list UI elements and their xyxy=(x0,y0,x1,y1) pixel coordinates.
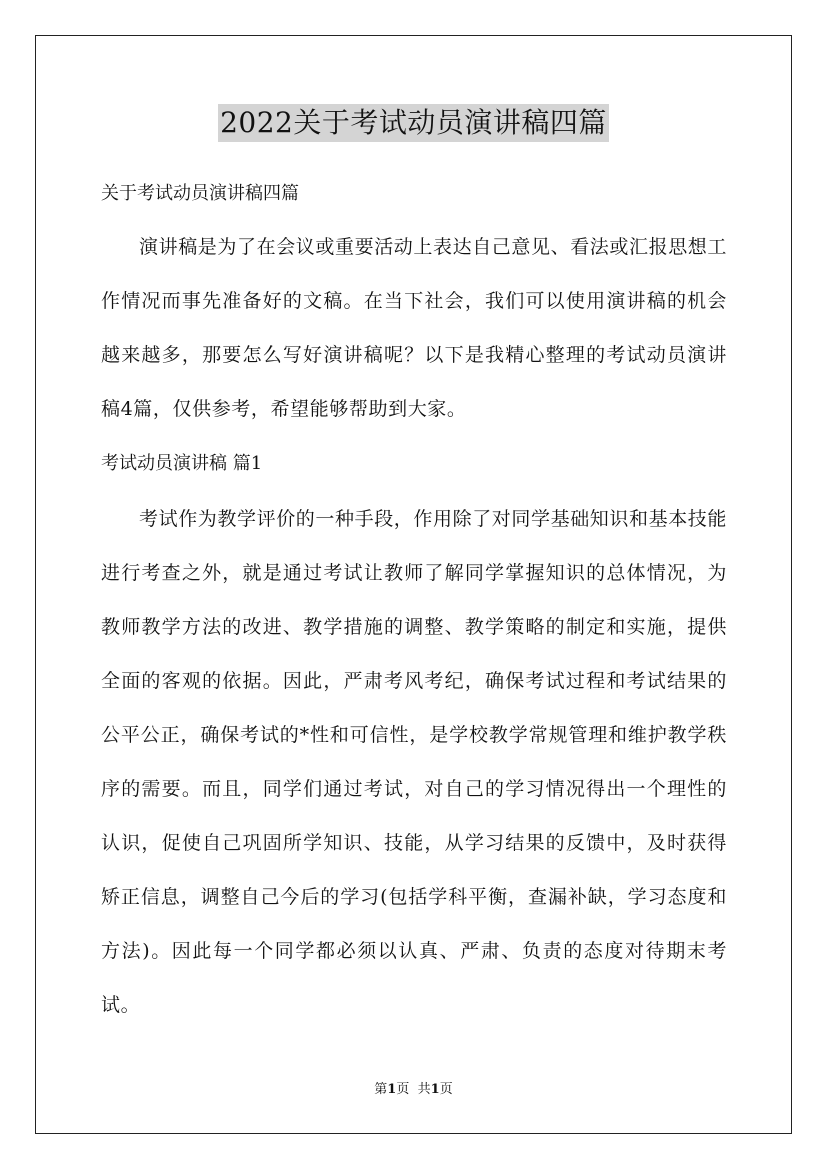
page-footer xyxy=(0,1080,827,1100)
total-pages: 1 xyxy=(430,1082,440,1097)
document-title: 2022关于考试动员演讲稿四篇 xyxy=(218,104,609,142)
section-heading: 考试动员演讲稿 篇1 xyxy=(101,453,263,474)
title-container xyxy=(0,104,827,142)
section-paragraph: 考试作为教学评价的一种手段，作用除了对同学基础知识和基本技能进行考查之外，就是通过考试让教师了解同学掌握知识的总体情况，为教师教学方法的改进、教学措施的调整、教学策略的制定和实施，提供全面的客观的依据。因此，严肃考风考纪，确保考试过程和考试结果的公平公正，确保考试的*性和可信性，是学校教学常规管理和维护教学秩序的需要。而且，同学们通过考试，对自己的学习情况得出一个理性的认识，促使自己巩固所学知识、技能，从学习结果的反馈中，及时获得矫正信息，调整自己今后的学习(包括学科平衡，查漏补缺，学习态度和方法)。因此每一个同学都必须以认真、严肃、负责的态度对待期末考试。 xyxy=(101,508,728,1016)
intro-paragraph: 演讲稿是为了在会议或重要活动上表达自己意见、看法或汇报思想工作情况而事先准备好的文稿。在当下社会，我们可以使用演讲稿的机会越来越多，那要怎么写好演讲稿呢？以下是我精心整理的考试动员演讲稿4篇，仅供参考，希望能够帮助到大家。 xyxy=(101,236,728,420)
page-label-prefix: 第 xyxy=(374,1082,388,1097)
total-label-prefix: 共 xyxy=(417,1082,431,1097)
document-subtitle: 关于考试动员演讲稿四篇 xyxy=(101,183,299,204)
page-number: 1 xyxy=(387,1082,397,1097)
page-label-suffix: 页 xyxy=(396,1082,410,1097)
total-label-suffix: 页 xyxy=(439,1082,453,1097)
